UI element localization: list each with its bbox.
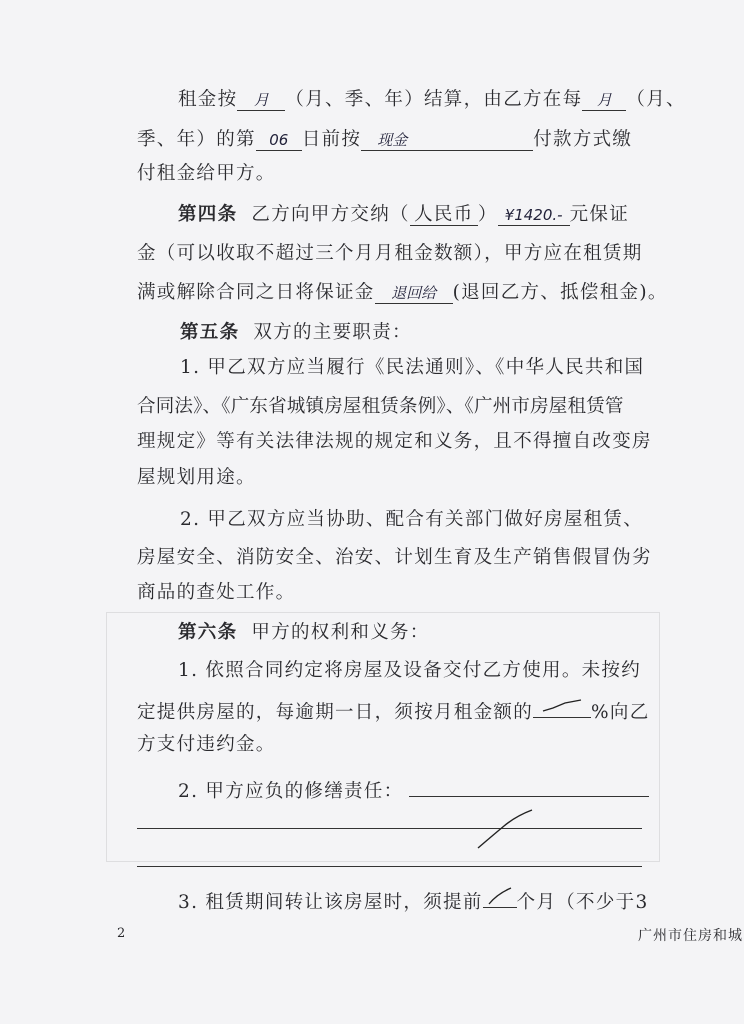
rent-settlement-line-2: 季、年）的第 06 日前按 现金 付款方式缴 bbox=[137, 129, 633, 150]
clause5-item1-line-2: 合同法》、《广东省城镇房屋租赁条例》、《广州市房屋租赁管 bbox=[137, 396, 624, 417]
clause5-item1-line-1: 1. 甲乙双方应当履行《民法通则》、《中华人民共和国 bbox=[180, 357, 645, 378]
strike-mark bbox=[541, 699, 585, 713]
repair-duty-line-2[interactable] bbox=[137, 828, 642, 829]
deposit-amount-blank[interactable] bbox=[498, 203, 570, 226]
rent-period-blank[interactable] bbox=[237, 88, 285, 111]
penalty-percent-blank[interactable] bbox=[533, 695, 591, 718]
rent-settlement-line-3: 付租金给甲方。 bbox=[137, 163, 276, 184]
clause6-item3-line: 3. 租赁期间转让该房屋时，须提前 个月（不少于3 bbox=[178, 885, 649, 909]
deposit-handling-blank[interactable] bbox=[375, 281, 453, 304]
clause5-item1-line-3: 理规定》等有关法律法规的规定和义务，且不得擅自改变房 bbox=[137, 431, 652, 452]
pay-each-blank[interactable] bbox=[582, 88, 626, 111]
repair-duty-blank[interactable] bbox=[409, 774, 649, 797]
deposit-handling-value: 退回给 bbox=[391, 284, 437, 302]
deposit-amount-value: ¥1420.- bbox=[504, 206, 563, 224]
clause5-item2-line-1: 2. 甲乙双方应当协助、配合有关部门做好房屋租赁、 bbox=[180, 509, 644, 530]
clause4-heading: 第四条 bbox=[178, 204, 238, 225]
rent-period-value: 月 bbox=[253, 91, 269, 109]
pay-method-value: 现金 bbox=[377, 131, 408, 149]
pay-day-blank[interactable] bbox=[256, 128, 302, 151]
clause5-heading: 第五条 bbox=[180, 322, 240, 343]
clause6-heading: 第六条 bbox=[178, 622, 238, 643]
clause5-item2-line-2: 房屋安全、消防安全、治安、计划生育及生产销售假冒伪劣 bbox=[137, 547, 652, 568]
rent-settlement-line-1: 租金按 月 （月、季、年）结算，由乙方在每 月 （月、 bbox=[178, 89, 686, 110]
clause4-line-2: 金（可以收取不超过三个月月租金数额），甲方应在租赁期 bbox=[137, 243, 643, 264]
page-number: 2 bbox=[117, 926, 126, 941]
clause4-line-3: 满或解除合同之日将保证金 退回给 (退回乙方、抵偿租金)。 bbox=[137, 282, 668, 303]
clause6-title: 甲方的权利和义务： bbox=[251, 622, 430, 643]
publisher-footer: 广州市住房和城 bbox=[638, 928, 743, 944]
clause4-line-1: 第四条 乙方向甲方交纳（ 人民币 ） ¥1420.- 元保证 bbox=[178, 204, 630, 225]
pay-each-value: 月 bbox=[596, 91, 612, 109]
clause5-item2-line-3: 商品的查处工作。 bbox=[137, 582, 296, 603]
pay-day-value: 06 bbox=[269, 131, 289, 149]
strike-mark bbox=[476, 808, 536, 852]
repair-duty-line-3[interactable] bbox=[137, 866, 642, 867]
pay-method-blank[interactable] bbox=[361, 128, 533, 151]
clause6-item1-line-2: 定提供房屋的，每逾期一日，须按月租金额的 %向乙 bbox=[137, 695, 650, 719]
transfer-notice-blank[interactable] bbox=[483, 885, 517, 908]
clause6-item2-line: 2. 甲方应负的修缮责任： bbox=[178, 774, 649, 798]
clause6-heading-line bbox=[178, 621, 430, 645]
clause6-item1-line-3: 方支付违约金。 bbox=[137, 734, 276, 755]
currency-value: 人民币 bbox=[414, 204, 474, 225]
clause5-heading-line bbox=[180, 321, 412, 345]
clause6-item1-line-1: 1. 依照合同约定将房屋及设备交付乙方使用。未按约 bbox=[178, 660, 642, 681]
clause5-title: 双方的主要职责： bbox=[253, 322, 412, 343]
clause5-item1-line-4: 屋规划用途。 bbox=[137, 467, 256, 488]
strike-mark bbox=[487, 886, 513, 906]
currency-blank[interactable] bbox=[410, 203, 478, 226]
